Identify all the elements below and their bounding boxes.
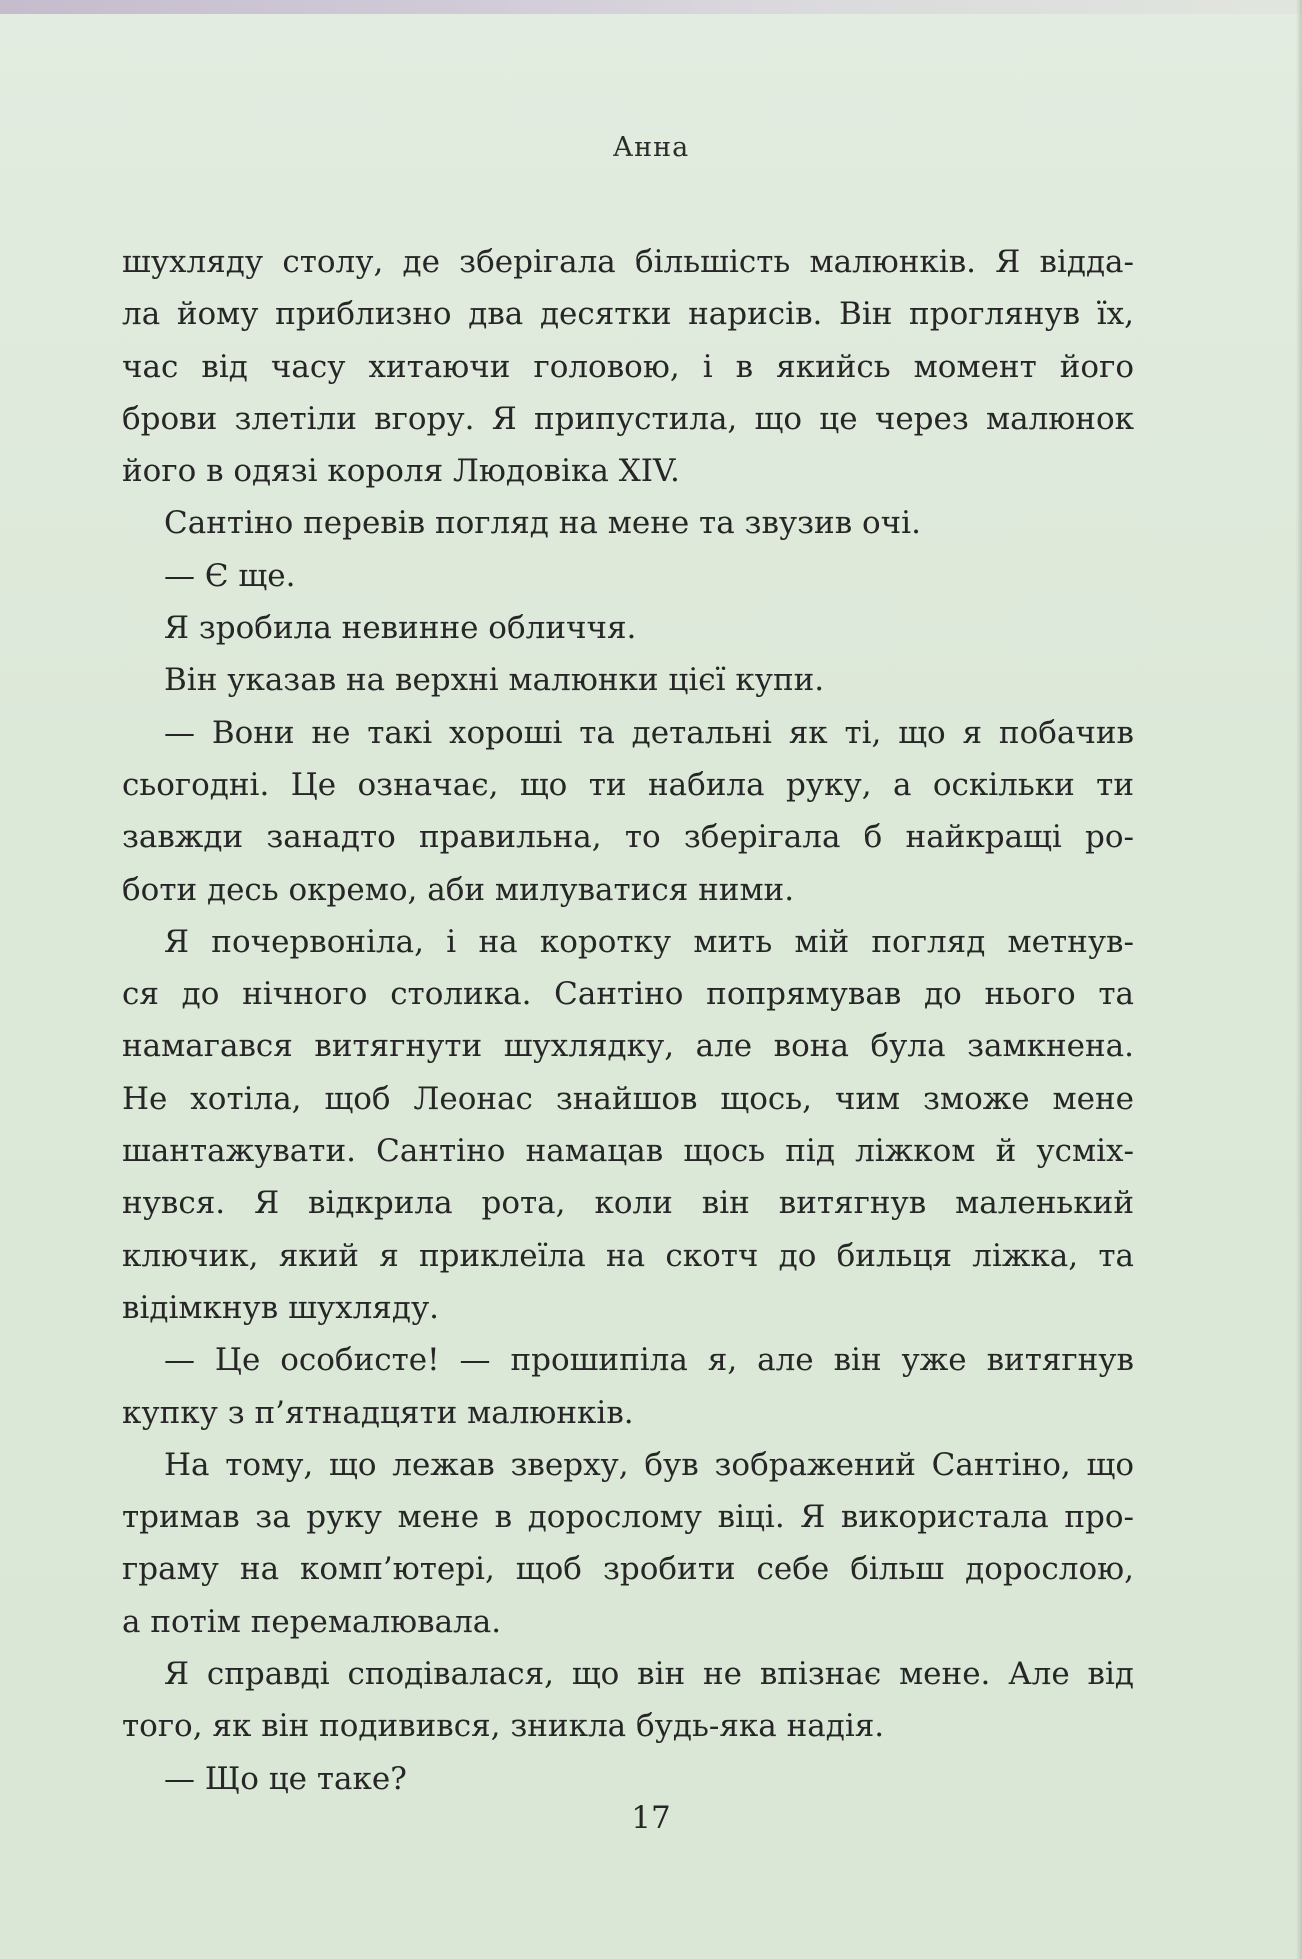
- body-text: [122, 236, 1134, 1805]
- text-line: Я зробила невинне обличчя.: [164, 610, 637, 647]
- text-line: граму на комп’ютері, щоб зробити себе більш дорослою,: [122, 1551, 1134, 1588]
- text-line: того, як він подивився, зникла будь-яка надія.: [122, 1708, 885, 1745]
- text-line: — Це особисте! — прошипіла я, але він уже витягнув: [164, 1342, 1134, 1379]
- text-line: його в одязі короля Людовіка XIV.: [122, 453, 680, 490]
- text-line: ся до нічного столика. Сантіно попрямував до нього та: [122, 976, 1134, 1013]
- text-line: а потім перемалювала.: [122, 1603, 502, 1640]
- text-line: брови злетіли вгору. Я припустила, що це через малюнок: [122, 400, 1134, 437]
- text-line: купку з п’ятнадцяти малюнків.: [122, 1394, 634, 1431]
- text-line: На тому, що лежав зверху, був зображений Сантіно, що: [164, 1446, 1134, 1483]
- text-line: шантажувати. Сантіно намацав щось під ліжком й усміх-: [122, 1133, 1134, 1170]
- text-line: намагався витягнути шухлядку, але вона була замкнена.: [122, 1028, 1134, 1065]
- text-line: сьогодні. Це означає, що ти набила руку, а оскільки ти: [122, 766, 1134, 803]
- text-line: Він указав на верхні малюнки цієї купи.: [164, 662, 825, 699]
- text-line: Я почервоніла, і на коротку мить мій погляд метнув-: [164, 923, 1134, 960]
- text-line: Сантіно перевів погляд на мене та звузив очі.: [164, 505, 921, 542]
- page-number: 17: [631, 1800, 671, 1836]
- page-right-edge: [1296, 0, 1302, 1959]
- text-line: боти десь окремо, аби милуватися ними.: [122, 871, 795, 908]
- text-line: Не хотіла, щоб Леонас знайшов щось, чим зможе мене: [122, 1080, 1134, 1117]
- page-top-edge: [0, 0, 1302, 14]
- text-line: нувся. Я відкрила рота, коли він витягнув маленький: [122, 1185, 1134, 1222]
- text-line: час від часу хитаючи головою, і в якийсь момент його: [122, 348, 1134, 385]
- text-line: завжди занадто правильна, то зберігала б найкращі ро-: [122, 819, 1134, 856]
- text-line: ла йому приблизно два десятки нарисів. Він проглянув їх,: [122, 296, 1134, 333]
- text-line: Я справді сподівалася, що він не впізнає мене. Але від: [164, 1656, 1134, 1693]
- text-line: — Вони не такі хороші та детальні як ті, що я побачив: [164, 714, 1134, 751]
- text-line: відімкнув шухляду.: [122, 1289, 440, 1326]
- text-line: ключик, який я приклеїла на скотч до бильця ліжка, та: [122, 1237, 1134, 1274]
- text-line: шухляду столу, де зберігала більшість малюнків. Я відда-: [122, 244, 1134, 280]
- text-line: тримав за руку мене в дорослому віці. Я використала про-: [122, 1499, 1134, 1536]
- text-line: — Є ще.: [164, 557, 296, 594]
- running-header: Анна: [612, 132, 690, 163]
- text-line: — Що це таке?: [164, 1760, 407, 1797]
